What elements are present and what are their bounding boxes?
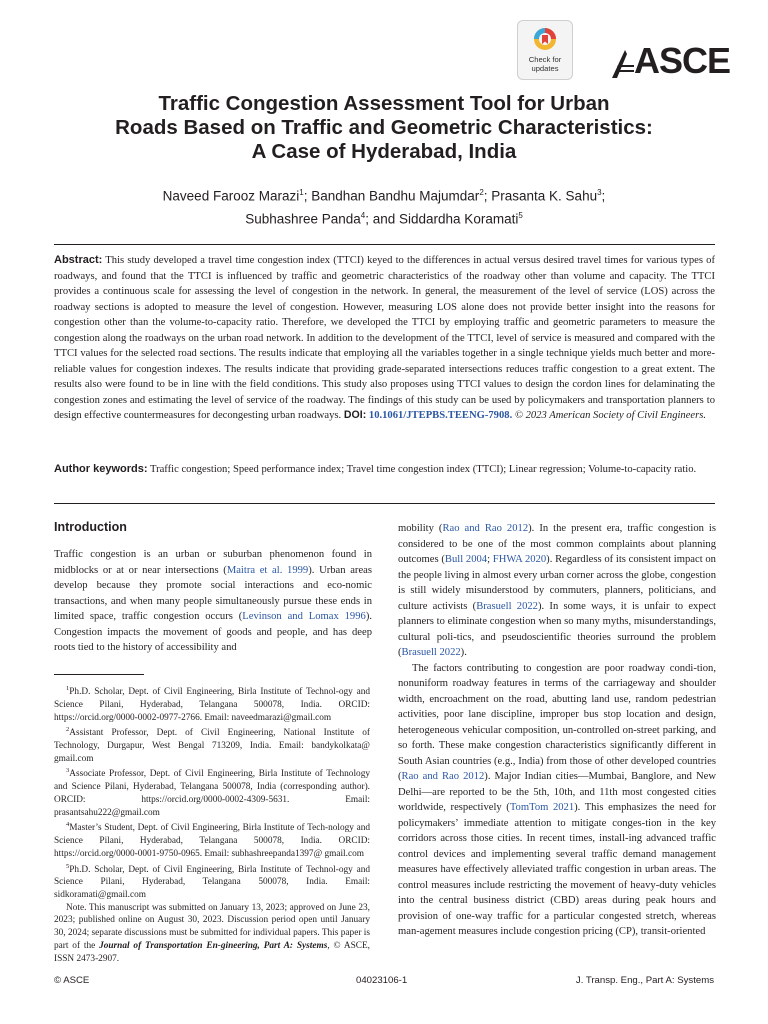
title-line-2: Roads Based on Traffic and Geometric Characteristics: — [115, 116, 653, 139]
author-affiliation-mark: 5 — [518, 210, 523, 220]
paper-title — [40, 92, 728, 164]
footnote: $^1$Ph.D. Scholar, Dept. of Civil Engineering, Birla Institute of Technol-ogy and Science Pilani, Hyderabad, Telangana 500078, India. ORCID: https://orcid.org/0000-0002-0977-2766. Email: naveedmarazi@gmail.com — [54, 685, 370, 723]
author-affiliation-mark: 1 — [299, 188, 304, 197]
crossmark-icon — [533, 27, 557, 51]
footer-article-number: 04023106-1 — [356, 975, 408, 986]
asce-wordmark: ASCE — [634, 40, 731, 81]
abstract — [54, 253, 715, 424]
citation-link[interactable]: FHWA 2020 — [492, 554, 547, 565]
author-list: Naveed Farooz Marazi$^1$; Bandhan Bandhu Majumdar$^2$; Prasanta K. Sahu$^3$; Subhashree Panda$^4$; and Siddardha Koramati$^5$ — [162, 188, 606, 226]
journal-name: Journal of Transportation En-gineering, Part A: Systems — [99, 940, 328, 951]
asce-logo — [612, 40, 731, 81]
citation-link[interactable]: Rao and Rao 2012 — [442, 523, 529, 534]
copyright-notice: © 2023 American Society of Civil Engineers. — [512, 410, 707, 421]
author-name: ; Bandhan Bandhu Majumdar — [303, 188, 480, 204]
title-line-3: A Case of Hyderabad, India — [251, 140, 517, 163]
author-name: Naveed Farooz Marazi — [162, 188, 300, 204]
doi-label: DOI: — [343, 409, 367, 421]
check-for-updates-label: Check for updates — [528, 55, 562, 73]
keywords-label: Author keywords: — [54, 463, 148, 475]
submission-note: Note. This manuscript was submitted on January 13, 2023; approved on June 23, 2023; published online on August 30, 2023. Discussion period open until January 30, 2024; separate discussions must be submitted for individual papers. This paper is part of the Journal of Transportation En-gineering, Part A: Systems, © ASCE, ISSN 2473-2907. — [54, 902, 370, 964]
author-affiliation-mark: 3 — [597, 188, 602, 197]
footnote: $^2$Assistant Professor, Dept. of Civil Engineering, National Institute of Technology, Durgapur, West Bengal 713209, India. Email: bandykolkata@ gmail.com — [54, 726, 370, 764]
section-heading-introduction: Introduction — [54, 520, 127, 534]
author-affiliation-mark: 4 — [360, 210, 366, 220]
check-for-updates-badge[interactable] — [517, 20, 573, 80]
keywords-text: Traffic congestion; Speed performance index; Travel time congestion index (TTCI); Linear regression; Volume-to-capacity ratio. — [147, 464, 697, 475]
author-name: ; and Siddardha Koramati — [365, 211, 519, 226]
footnote: $^5$Ph.D. Scholar, Dept. of Civil Engineering, Birla Institute of Technol-ogy and Science Pilani, Hyderabad, Telangana 500078, India. Email: sidkoramati@gmail.com — [54, 862, 370, 901]
footnote: $^3$Associate Professor, Dept. of Civil Engineering, Birla Institute of Technology and Science Pilani, Hyderabad, Telangana 500078, India (corresponding author). ORCID: https://orcid.org/0000-0002-4309-5631. Email: prasantsahu222@gmail.com — [54, 767, 370, 818]
citation-link[interactable]: Brasuell 2022 — [476, 600, 538, 612]
citation-link[interactable]: TomTom 2021 — [509, 802, 575, 813]
citation-link[interactable]: Levinson and Lomax 1996 — [242, 611, 366, 622]
abstract-text: This study developed a travel time congestion index (TTCI) keyed to the differences in actual versus desired travel times for various types of roadways, and found that the TTCI is influenced by traffic and geometric characteristics of the roadway other than volume and capacity. The TTCI provides a continuous scale for assessing the level of congestion in the network. In general, the measurement of the level of service (LOS) across the roadway sections is adopted to measure the level of congestion. However, measuring LOS alone does not provide better insight into the reasons for congestion other than the volume-to-capacity ratio. Therefore, we developed the TTCI by employing traffic and geometric parameters to measure the congestion along the roadways on the urban road network. In addition to the development of the TTCI, level of service is measured and compared with the TTCI values for the selected road sections. The results indicate that employing all the variables together in a single technique yields much better and more-reliable values for congestion indexes. The results indicate that providing grade-separated intersections reduces traffic congestion to a great extent. The results also were found to be in line with the field conditions. This study also proposes using TTCI values to design the cordon lines for delaminating the congestion zones and estimating the level of service of the roadway. The findings of this study can be used by policymakers and transportation planners to design effective countermeasures for decongesting urban roadways. — [54, 255, 715, 421]
author-keywords — [54, 462, 715, 478]
title-line-1: Traffic Congestion Assessment Tool for Urban — [158, 92, 610, 115]
doi-link[interactable]: 10.1061/JTEPBS.TEENG-7908. — [368, 410, 513, 421]
footnote: $^4$Master’s Student, Dept. of Civil Engineering, Birla Institute of Tech-nology and Science Pilani, Hyderabad, Telangana 500078, India. ORCID: https://orcid.org/0000-0001-9750-0965. Email: subhashreepanda1397@ gmail.com — [54, 821, 370, 859]
citation-link[interactable]: Rao and Rao 2012 — [401, 771, 485, 782]
footer-journal-citation: J. Transp. Eng., Part A: Systems — [575, 975, 714, 986]
paragraph: mobility (Rao and Rao 2012). In the present era, traffic congestion is considered to be one of the most common complaints about planning outcomes (Bull 2004; FHWA 2020). Regardless of its consistent impact on the people living in almost every urban corner across the globe, congestion is still widely misunderstood by commuters, planners, politicians, and culture activists (Brasuell 2022). In some ways, it is unfair to expect planners to eliminate congestion when so many myths, misunderstandings, cultural poli-tics, and pseudoscientific theories surround the problem (Brasuell 2022). — [398, 523, 717, 658]
paragraph: The factors contributing to congestion are poor roadway condi-tion, nonuniform roadway features in terms of the carriageway and shoulder width, encroachment on the road, abutting land use, random pedestrian activities, poor lane discipline, improper bus stop location and design, heterogeneous vehicular composition, un-controlled on-street parking, and so forth. These make congestion characteristics significantly different in South Asian countries (e.g., India) from those of other developed countries (Rao and Rao 2012). Major Indian cities—Mumbai, Banglore, and New Delhi—are reported to be the 5th, 10th, and 11th most congested cities worldwide, respectively (TomTom 2021). This emphasizes the need for policymakers’ immediate attention to mitigate conges-tion in the key corridors across those cities. In recent times, install-ing advanced traffic control devices and implementing several traffic demand management measures have effectively alleviated traffic congestion in urban areas. The control measures include restricting the movement of heavy-duty vehicles into the central business district (CBD) areas during peak hours and provision of one-way traffic for a particular congested stretch, whereas man-agement measures include congestion pricing (CP), transit-oriented — [398, 662, 716, 937]
paragraph: Traffic congestion is an urban or suburban phenomenon found in midblocks or at or near intersections (Maitra et al. 1999). Urban areas develop because they promote social interactions and eco-nomic transactions, and when many people simultaneously pursue these ends in limited space, traffic congestion occurs (Levinson and Lomax 1996). Congestion impacts the movement of goods and people, and has deep roots tied to the history of accessibility and — [54, 549, 372, 653]
abstract-top-rule — [54, 244, 715, 245]
left-column-text — [54, 547, 372, 656]
abstract-bottom-rule — [54, 503, 715, 504]
author-affiliation-mark: 2 — [479, 188, 484, 197]
citation-link[interactable]: Bull 2004 — [444, 554, 488, 565]
footnote-divider — [54, 674, 144, 675]
abstract-label: Abstract: — [54, 254, 103, 266]
author-name: Subhashree Panda — [245, 211, 361, 226]
footer-copyright: © ASCE — [54, 975, 90, 986]
citation-link[interactable]: Maitra et al. 1999 — [226, 564, 309, 576]
citation-link[interactable]: Brasuell 2022 — [401, 647, 461, 658]
footnotes — [54, 683, 370, 965]
author-name: ; Prasanta K. Sahu — [483, 188, 598, 204]
right-column-text — [398, 521, 716, 940]
